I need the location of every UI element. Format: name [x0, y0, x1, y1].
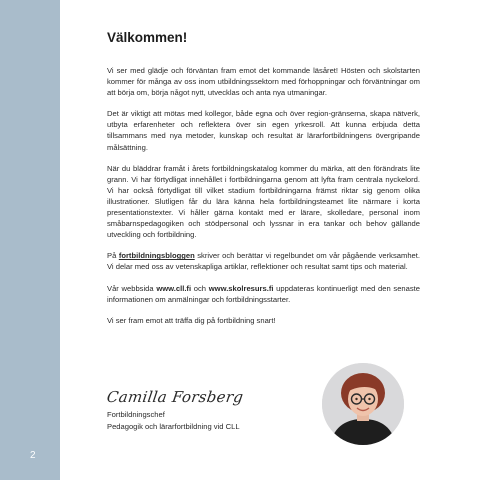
portrait-illustration — [322, 363, 404, 445]
paragraph-networking: Det är viktigt att mötas med kollegor, både egna och över region-gränserna, skapa nätverk, utbyta erfarenheter och reflektera över sin egen yrkesroll. Att kunna erbjuda detta tillsammans med nya metoder, kunskap och resultat är lärarfortbildningens övergripande målsättning. — [107, 109, 420, 152]
page-number: 2 — [30, 450, 36, 461]
website-text-post: uppdateras kontinuerligt med den senaste informationen om anmälningar och fortbildningsstarter. — [107, 283, 420, 304]
letter-body — [107, 30, 420, 336]
blog-text-pre: På — [107, 251, 119, 261]
paragraph-blog — [107, 250, 420, 272]
skolresurs-website-link[interactable]: www.skolresurs.fi — [208, 283, 274, 293]
paragraph-intro: Vi ser med glädje och förväntan fram emot det kommande läsåret! Hösten och skolstarten kommer för många av oss inom utbildningssektorn med förhoppningar och förväntningar om att börja om, börja något nytt, utvecklas och anta nya utmaningar. — [107, 66, 420, 98]
signatory-department: Pedagogik och lärarfortbildning vid CLL — [107, 422, 240, 431]
handwritten-signature: Camilla Forsberg — [105, 388, 245, 406]
paragraph-catalog: När du bläddrar framåt i årets fortbildningskatalog kommer du märka, att den förändrats lite grann. Vi har förtydligat innehållet i fortbildningarna genom att lyfta fram centrala nyckelord. Vi har också förtydligat till vilket stadium fortbildningarna främst riktar sig genom olika illustrationer. Slutligen får du lära känna hela fortbildningsteamet lite närmare i korta presentationstexter. Vi håller gärna kontakt med er lärare, skolledare, personal inom småbarnspedagogiken och stödpersonal och lyssnar in era tankar och behov gällande utveckling och fortbildning. — [107, 163, 420, 240]
paragraph-closing: Vi ser fram emot att träffa dig på fortbildning snart! — [107, 315, 276, 325]
signatory-role: Fortbildningschef — [107, 410, 165, 419]
sidebar-band — [0, 0, 60, 480]
blog-link[interactable]: fortbildningsbloggen — [118, 251, 195, 261]
blog-text-post: skriver och berättar vi regelbundet om vår pågående verksamhet. Vi delar med oss av vetenskapliga artiklar, reflektioner och resultat samt tips och material. — [107, 251, 420, 272]
website-text-mid: och — [191, 283, 209, 293]
page-title: Välkommen! — [107, 30, 188, 45]
paragraph-website — [107, 283, 420, 305]
website-text-pre: Vår webbsida — [107, 283, 157, 293]
cll-website-link[interactable]: www.cll.fi — [156, 283, 192, 293]
portrait-photo — [322, 363, 404, 445]
